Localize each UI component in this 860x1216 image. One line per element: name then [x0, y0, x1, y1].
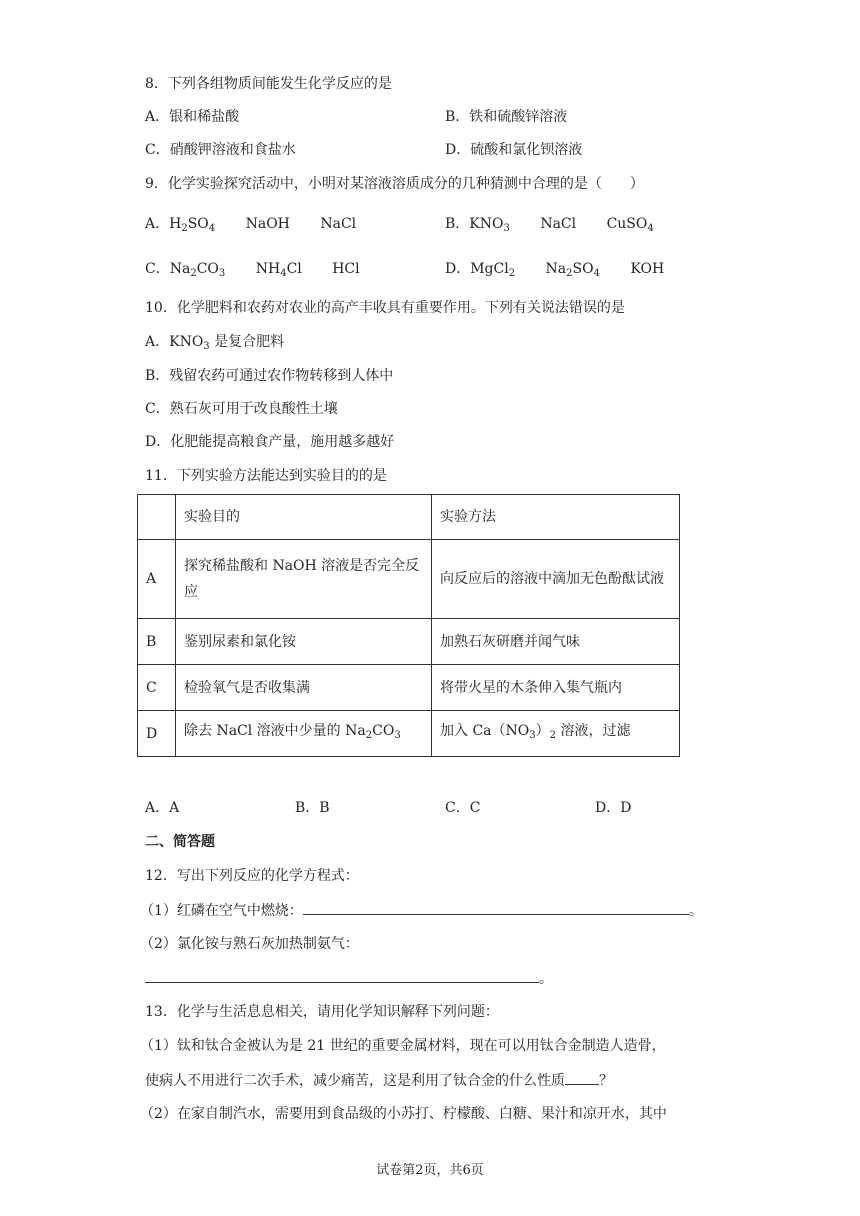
q10-option-d: D．化肥能提高粮食产量，施用越多越好 [145, 434, 395, 450]
q13-part1-line2: 使病人不用进行二次手术，减少痛苦，这是利用了钛合金的什么性质 ？ [145, 1070, 613, 1091]
q9-option-c: C．$Na_2CO_3$ $NH_4Cl$ HCl [145, 261, 360, 279]
q9-option-a: A．$H_2SO_4$ NaOH NaCl [145, 216, 357, 234]
q8-option-c: C．硝酸钾溶液和食盐水 [145, 142, 296, 158]
row-key: D [138, 711, 176, 757]
row-purpose: 探究稀盐酸和 NaOH 溶液是否完全反应 [176, 540, 432, 619]
q11-option-c: C．C [445, 800, 481, 816]
table-header-row [138, 495, 680, 540]
row-method: 将带火星的木条伸入集气瓶内 [432, 665, 680, 711]
row-key: A [138, 540, 176, 619]
q9-option-b: B．$KNO_3$ NaCl CuSO$_4$ [445, 216, 654, 234]
q12-part2: （2）氯化铵与熟石灰加热制氨气： [140, 936, 359, 952]
page-footer: 试卷第2页，共6页 [376, 1163, 484, 1178]
answer-blank[interactable] [303, 900, 689, 915]
table-row [138, 711, 680, 757]
q13-part1-line1: （1）钛和钛合金被认为是 21 世纪的重要金属材料，现在可以用钛合金制造人造骨， [140, 1038, 666, 1054]
q9-option-d: D．MgCl$_2$ $Na_2SO_4$ KOH [445, 261, 665, 279]
table-header-cell [138, 495, 176, 540]
q11-option-d: D．D [595, 800, 632, 816]
answer-blank[interactable] [565, 1070, 599, 1085]
q9-stem: 9．化学实验探究活动中，小明对某溶液溶质成分的几种猜测中合理的是（ ） [145, 176, 644, 192]
table-row [138, 665, 680, 711]
q8-option-a: A．银和稀盐酸 [145, 109, 240, 125]
q10-option-a: A．$KNO_3$ 是复合肥料 [145, 334, 285, 352]
answer-blank[interactable] [145, 968, 539, 983]
section-heading: 二、简答题 [145, 834, 215, 850]
q11-stem: 11．下列实验方法能达到实验目的的是 [145, 468, 387, 484]
row-method: 加熟石灰研磨并闻气味 [432, 619, 680, 665]
q8-option-b: B．铁和硫酸锌溶液 [445, 109, 568, 125]
table-row [138, 619, 680, 665]
row-key: C [138, 665, 176, 711]
row-method: 向反应后的溶液中滴加无色酚酞试液 [432, 540, 680, 619]
table-header-cell: 实验目的 [176, 495, 432, 540]
experiment-table [137, 494, 680, 757]
row-method: 加入 $Ca(NO_3)_2$ 溶液，过滤 [432, 711, 680, 757]
q10-option-b: B．残留农药可通过农作物转移到人体中 [145, 368, 394, 384]
q13-stem: 13．化学与生活息息相关，请用化学知识解释下列问题： [145, 1004, 499, 1020]
row-purpose: 鉴别尿素和氯化铵 [176, 619, 432, 665]
table-row [138, 540, 680, 619]
q10-stem: 10．化学肥料和农药对农业的高产丰收具有重要作用。下列有关说法错误的是 [145, 300, 625, 316]
row-key: B [138, 619, 176, 665]
q12-part1: （1）红磷在空气中燃烧： 。 [140, 900, 703, 921]
q11-option-b: B．B [295, 800, 330, 816]
q12-part2-answer: 。 [145, 968, 553, 989]
q8-stem: 8．下列各组物质间能发生化学反应的是 [145, 76, 392, 92]
q10-option-c: C．熟石灰可用于改良酸性土壤 [145, 401, 338, 417]
row-purpose: 除去 NaCl 溶液中少量的 $Na_2CO_3$ [176, 711, 432, 757]
q11-option-a: A．A [145, 800, 180, 816]
q8-option-d: D．硫酸和氯化钡溶液 [445, 142, 583, 158]
table-header-cell: 实验方法 [432, 495, 680, 540]
row-purpose: 检验氧气是否收集满 [176, 665, 432, 711]
q12-stem: 12．写出下列反应的化学方程式： [145, 868, 359, 884]
q13-part2-line1: （2）在家自制汽水，需要用到食品级的小苏打、柠檬酸、白糖、果汁和凉开水，其中 [140, 1106, 667, 1122]
